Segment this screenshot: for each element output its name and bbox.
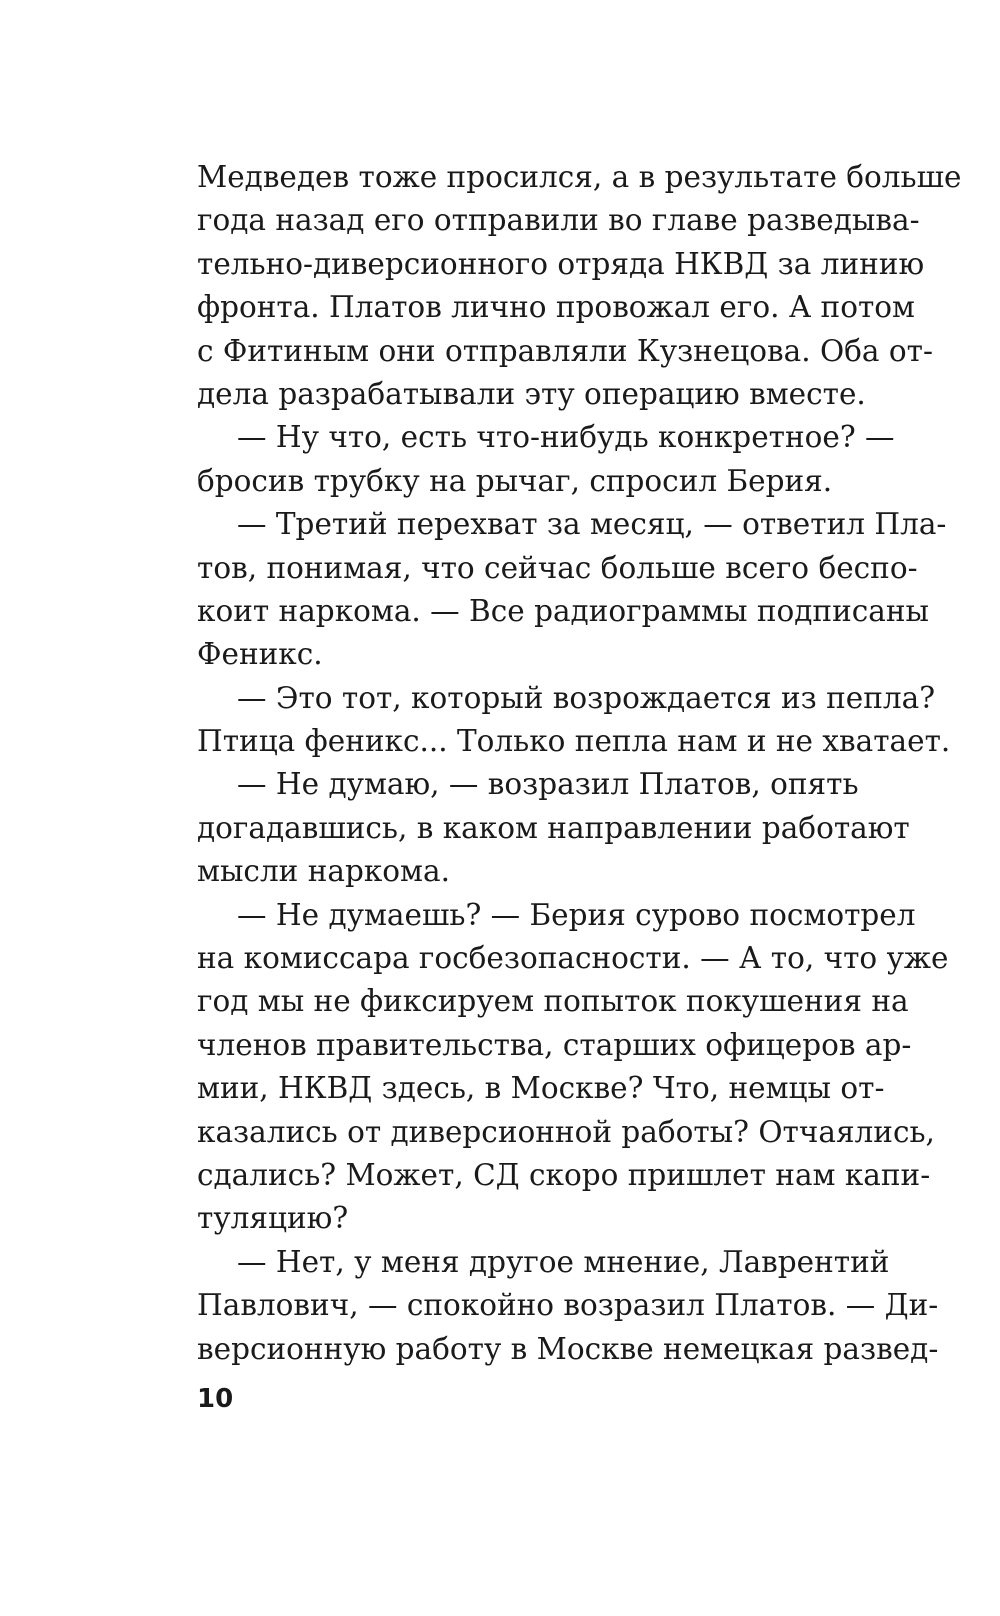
text-line: — Ну что, есть что-нибудь конкретное? — [237,420,895,455]
text-line: на комиссара госбезопасности. — А то, что уже [197,941,949,976]
text-line: догадавшись, в каком направлении работают [197,810,910,845]
text-line: членов правительства, старших офицеров ар- [197,1027,912,1062]
text-line: дела разрабатывали эту операцию вместе. [197,376,866,411]
text-line: фронта. Платов лично провожал его. А потом [197,290,915,325]
text-line: тов, понимая, что сейчас больше всего беспо- [197,550,918,585]
page-number: 10 [197,1384,234,1414]
text-line: тельно-диверсионного отряда НКВД за линию [197,246,925,281]
text-line: с Фитиным они отправляли Кузнецова. Оба от- [197,333,933,368]
text-line: коит наркома. — Все радиограммы подписаны [197,593,929,628]
text-line: мысли наркома. [197,854,450,889]
text-line: бросив трубку на рычаг, спросил Берия. [197,463,833,498]
text-line: казались от диверсионной работы? Отчаялись, [197,1114,935,1149]
text-line: версионную работу в Москве немецкая развед- [197,1331,939,1366]
text-line: — Это тот, который возрождается из пепла? [237,680,936,715]
text-line: мии, НКВД здесь, в Москве? Что, немцы от- [197,1071,885,1106]
text-line: года назад его отправили во главе разведыва- [197,203,920,238]
text-line: Феникс. [197,637,323,672]
body-text [197,156,962,1371]
text-line: — Не думаю, — возразил Платов, опять [237,767,859,802]
text-line: — Нет, у меня другое мнение, Лаврентий [237,1244,890,1279]
text-line: — Третий перехват за месяц, — ответил Пла- [237,507,947,542]
text-line: Павлович, — спокойно возразил Платов. — Ди- [197,1288,939,1323]
text-line: сдались? Может, СД скоро пришлет нам капи- [197,1157,931,1192]
text-line: Птица феникс... Только пепла нам и не хватает. [197,724,951,759]
text-line: год мы не фиксируем попыток покушения на [197,984,909,1019]
text-line: туляцию? [197,1201,349,1236]
text-line: — Не думаешь? — Берия сурово посмотрел [237,897,916,932]
text-line: Медведев тоже просился, а в результате больше [197,160,962,194]
